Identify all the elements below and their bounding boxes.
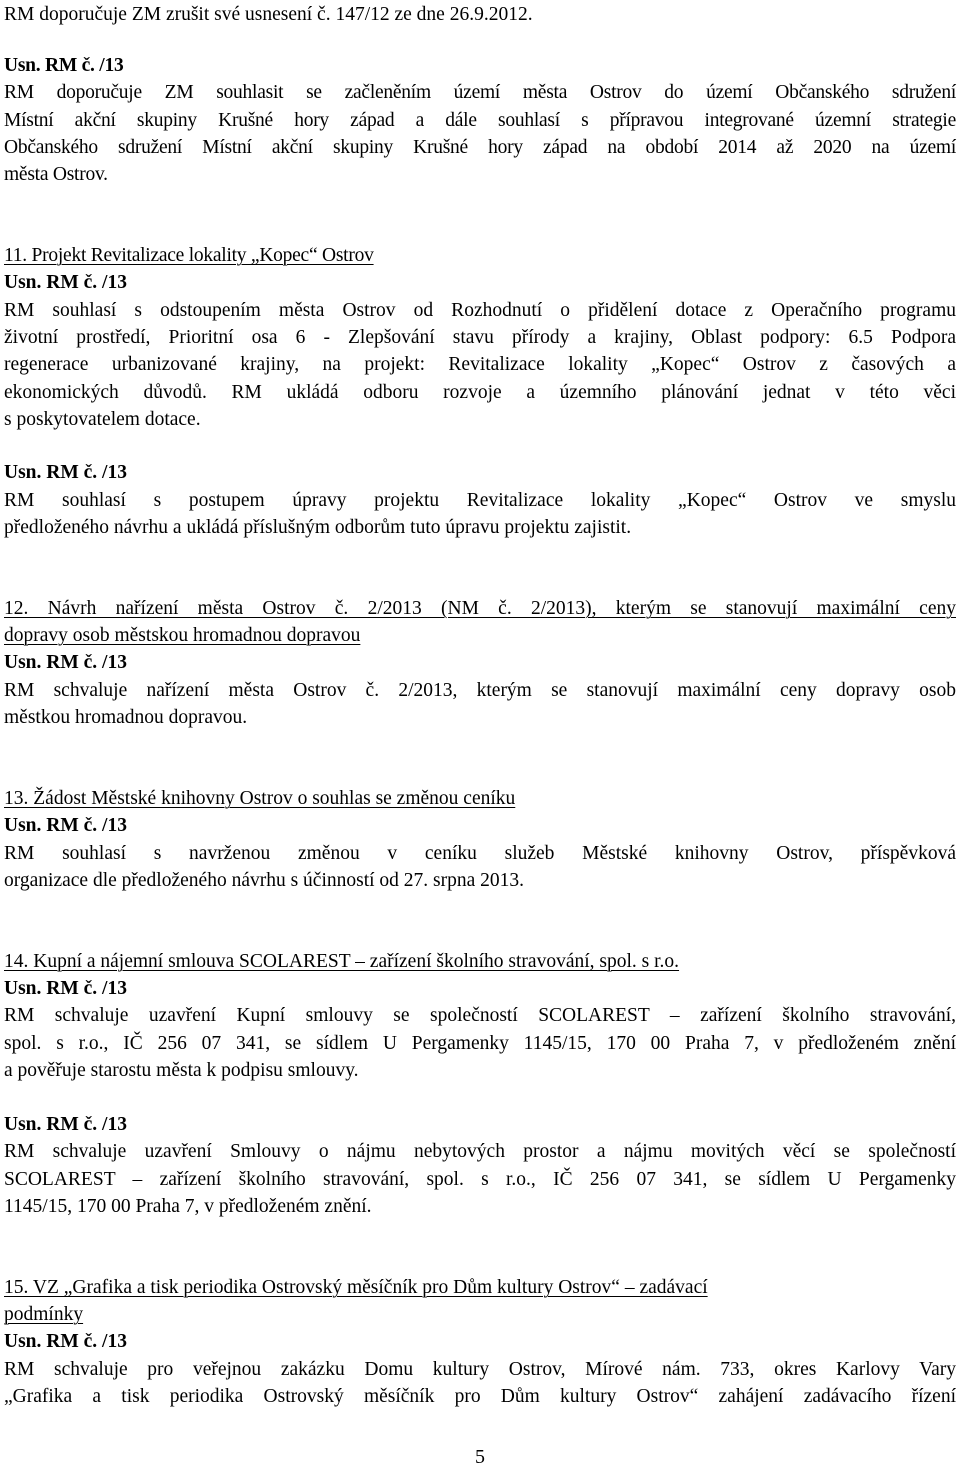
text-line: RM schvaluje pro veřejnou zakázku Domu kultury Ostrov, Mírové nám. 733, okres Karlovy Vary [4,1359,956,1380]
text-line: 1145/15, 170 00 Praha 7, v předloženém znění. [4,1196,372,1217]
section-heading: 14. Kupní a nájemní smlouva SCOLAREST – zařízení školního stravování, spol. s r.o. [4,951,680,972]
text-line: RM doporučuje ZM souhlasit se začleněním území města Ostrov do území Občanského sdružení [4,82,956,103]
section-heading: 12. Návrh nařízení města Ostrov č. 2/2013 (NM č. 2/2013), kterým se stanovují maximální ceny [4,598,956,619]
text-line: Místní akční skupiny Krušné hory západ a dále souhlasí s přípravou integrované územní strategie [4,110,956,131]
text-line: RM souhlasí s postupem úpravy projektu Revitalizace lokality „Kopec“ Ostrov ve smyslu [4,490,956,511]
text-line: životní prostředí, Prioritní osa 6 - Zlepšování stavu přírody a krajiny, Oblast podpory: 6.5 Podpora [4,327,956,348]
section-heading: 13. Žádost Městské knihovny Ostrov o souhlas se změnou ceníku [4,788,516,809]
text-line: městkou hromadnou dopravou. [4,707,248,728]
text-line: s poskytovatelem dotace. [4,409,201,430]
text-line: SCOLAREST – zařízení školního stravování, spol. s r.o., IČ 256 07 341, se sídlem U Pergamenky [4,1169,956,1190]
text-line: předloženého návrhu a ukládá příslušným odborům tuto úpravu projektu zajistit. [4,517,632,538]
section-heading: dopravy osob městskou hromadnou dopravou [4,625,361,646]
resolution-number: Usn. RM č. /13 [4,1114,127,1135]
resolution-number: Usn. RM č. /13 [4,978,127,999]
text-line: RM schvaluje uzavření Smlouvy o nájmu nebytových prostor a nájmu movitých věcí se společností [4,1141,956,1162]
text-line: RM souhlasí s odstoupením města Ostrov od Rozhodnutí o přidělení dotace z Operačního programu [4,300,956,321]
text-line: organizace dle předloženého návrhu s účinností od 27. srpna 2013. [4,870,525,891]
resolution-number: Usn. RM č. /13 [4,55,124,76]
text-line: „Grafika a tisk periodika Ostrovský měsíčník pro Dům kultury Ostrov“ zahájení zadávacího řízení [4,1386,956,1407]
section-heading: 15. VZ „Grafika a tisk periodika Ostrovský měsíčník pro Dům kultury Ostrov“ – zadávací [4,1277,708,1298]
text-line: ekonomických důvodů. RM ukládá odboru rozvoje a územního plánování jednat v této věci [4,382,956,403]
text-line: RM schvaluje uzavření Kupní smlouvy se společností SCOLAREST – zařízení školního stravování, [4,1005,956,1026]
page-number: 5 [475,1446,485,1468]
text-line: RM souhlasí s navrženou změnou v ceníku služeb Městské knihovny Ostrov, příspěvková [4,843,956,864]
text-line: RM doporučuje ZM zrušit své usnesení č. 147/12 ze dne 26.9.2012. [4,4,533,25]
resolution-number: Usn. RM č. /13 [4,272,127,293]
section-heading: podmínky [4,1304,84,1325]
text-line: Občanského sdružení Místní akční skupiny Krušné hory západ na období 2014 až 2020 na území [4,137,956,158]
text-line: RM schvaluje nařízení města Ostrov č. 2/2013, kterým se stanovují maximální ceny dopravy osob [4,680,956,701]
text-line: a pověřuje starostu města k podpisu smlouvy. [4,1060,359,1081]
resolution-number: Usn. RM č. /13 [4,815,127,836]
resolution-number: Usn. RM č. /13 [4,462,127,483]
text-line: spol. s r.o., IČ 256 07 341, se sídlem U Pergamenky 1145/15, 170 00 Praha 7, v předloženém znění [4,1033,956,1054]
section-heading: 11. Projekt Revitalizace lokality „Kopec“ Ostrov [4,245,374,266]
resolution-number: Usn. RM č. /13 [4,652,127,673]
text-line: města Ostrov. [4,164,108,185]
text-line: regenerace urbanizované krajiny, na projekt: Revitalizace lokality „Kopec“ Ostrov z časových a [4,354,956,375]
resolution-number: Usn. RM č. /13 [4,1331,127,1352]
